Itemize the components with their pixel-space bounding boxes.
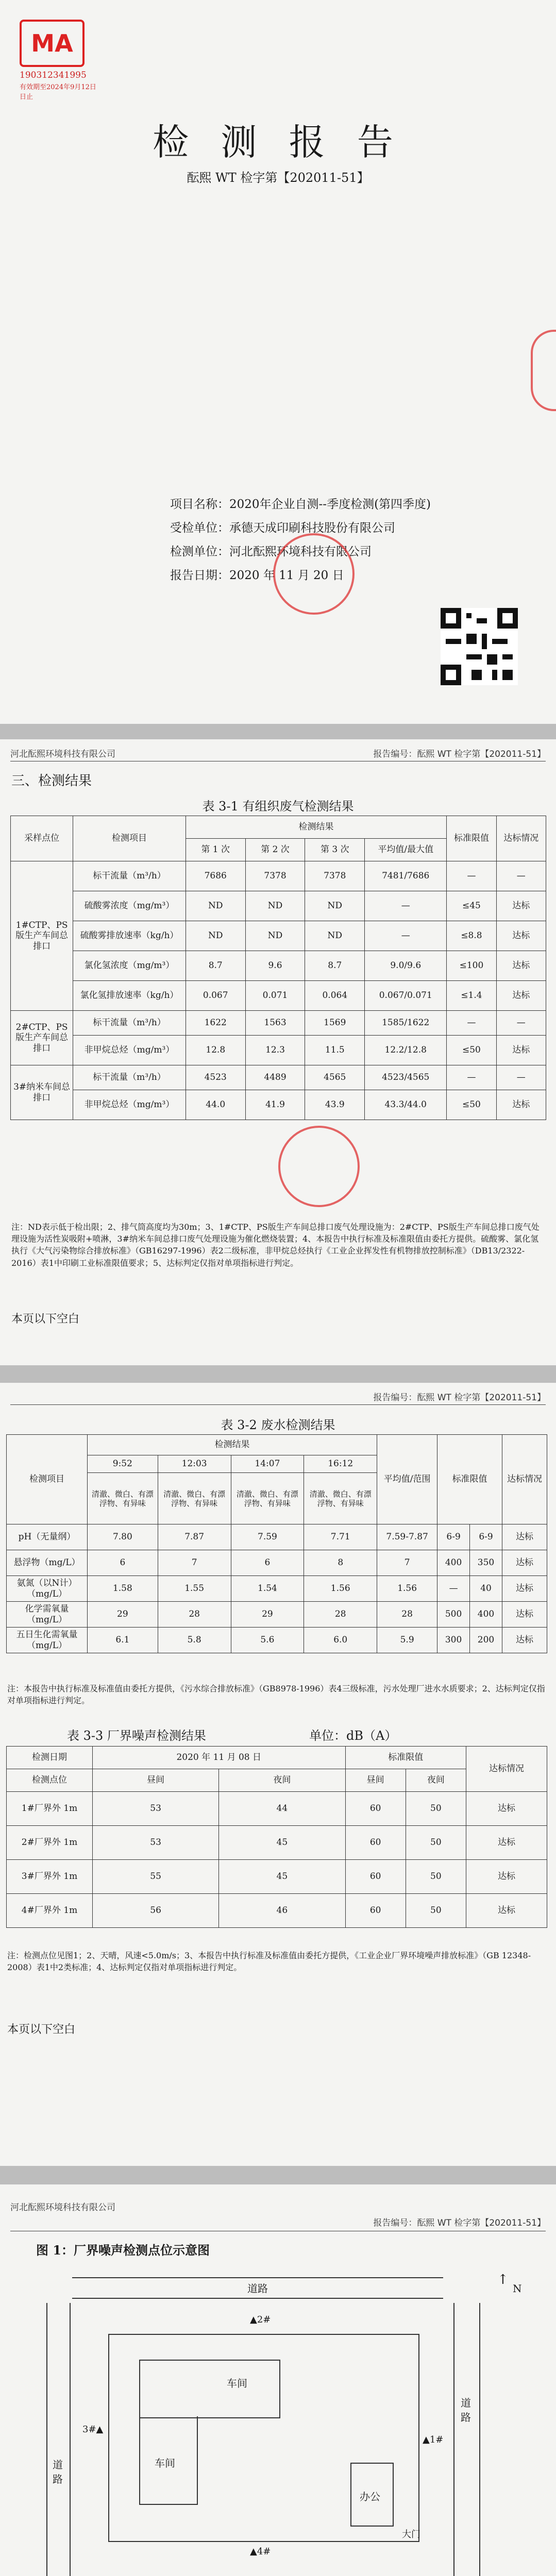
point-cell: 3#纳米车间总排口 <box>11 1065 73 1120</box>
cell: 1.58 <box>88 1576 158 1602</box>
cell: 1.55 <box>158 1576 231 1602</box>
road-left: 道路 <box>53 2459 63 2485</box>
point-cell: 1#CTP、PS版生产车间总排口 <box>11 861 73 1011</box>
point-4: ▲4# <box>250 2546 271 2557</box>
cell: 7378 <box>305 861 365 891</box>
cell: 6 <box>88 1550 158 1576</box>
col-point: 采样点位 <box>11 816 73 861</box>
cell: 53 <box>93 1826 219 1860</box>
road-left-line <box>46 2303 47 2576</box>
report-title: 检 测 报 告 <box>153 121 403 163</box>
field-label: 项目名称： <box>170 498 229 511</box>
table-row <box>7 1550 547 1576</box>
page-header-no <box>10 2215 546 2227</box>
cell: 50 <box>406 1826 466 1860</box>
cell: 5.8 <box>158 1628 231 1653</box>
road-right: 道路 <box>461 2397 471 2424</box>
noise-unit: 单位：dB（A） <box>309 1728 397 1743</box>
workshop-label-2: 车间 <box>155 2457 175 2469</box>
cell: 达标 <box>466 1894 547 1928</box>
cell: 0.064 <box>305 981 365 1011</box>
cell: 1585/1622 <box>365 1011 447 1036</box>
cell: ND <box>186 921 245 951</box>
ma-logo-icon: MA <box>20 20 85 67</box>
col-night-limit: 夜间 <box>406 1769 466 1792</box>
office-label: 办公 <box>360 2490 380 2503</box>
cell: 55 <box>93 1860 219 1894</box>
cell: 7481/7686 <box>365 861 447 891</box>
exhaust-table <box>10 816 546 1120</box>
cell: 悬浮物（mg/L） <box>7 1550 88 1576</box>
cell: 达标 <box>496 891 546 921</box>
time-cell: 12:03 <box>158 1455 231 1473</box>
col-result: 检测结果 <box>186 816 446 839</box>
cell: ≤8.8 <box>447 921 496 951</box>
table-row <box>7 1894 547 1928</box>
edge-seal-icon <box>531 330 556 411</box>
cell: 0.067 <box>186 981 245 1011</box>
cell: 9.6 <box>245 951 305 981</box>
cell: 41.9 <box>245 1090 305 1120</box>
noise-caption: 表 3-3 厂界噪声检测结果 <box>67 1728 206 1743</box>
page-header <box>10 747 546 758</box>
cell: 300 <box>437 1628 470 1653</box>
field-value: 2020 年 11 月 20 日 <box>229 569 344 582</box>
table-row <box>11 1036 546 1065</box>
col-limit: 标准限值 <box>345 1747 466 1769</box>
cell: 达标 <box>466 1860 547 1894</box>
water-table <box>6 1434 547 1653</box>
cell: 5.6 <box>231 1628 304 1653</box>
cell: 7378 <box>245 861 305 891</box>
field-value: 2020年企业自测--季度检测(第四季度) <box>229 498 431 511</box>
road-top-line <box>72 2277 443 2278</box>
cell: 350 <box>470 1550 502 1576</box>
col-night: 夜间 <box>219 1769 345 1792</box>
cell: 7.59 <box>231 1524 304 1550</box>
cell: 达标 <box>496 981 546 1011</box>
cell: 0.067/0.071 <box>365 981 447 1011</box>
cell: 达标 <box>466 1826 547 1860</box>
table-row <box>7 1826 547 1860</box>
cell: 达标 <box>502 1576 547 1602</box>
cell: 达标 <box>502 1550 547 1576</box>
cell: 12.2/12.8 <box>365 1036 447 1065</box>
col-avg: 平均值/最大值 <box>365 839 447 861</box>
page-gap <box>0 2166 556 2184</box>
page-gap <box>0 724 556 739</box>
cell: 45 <box>219 1860 345 1894</box>
gate-label: 大门 <box>402 2529 420 2540</box>
blank-note: 本页以下空白 <box>7 2023 76 2036</box>
cell: 9.0/9.6 <box>365 951 447 981</box>
cell: 50 <box>406 1894 466 1928</box>
cell: — <box>365 921 447 951</box>
col-status: 达标情况 <box>502 1435 547 1524</box>
qr-code-icon <box>441 608 518 685</box>
cell: 53 <box>93 1792 219 1826</box>
cell: 28 <box>304 1602 377 1628</box>
cell: 8.7 <box>186 951 245 981</box>
cell: 7.80 <box>88 1524 158 1550</box>
appearance-cell: 清澈、微白、有漂浮物、有异味 <box>304 1473 377 1524</box>
field-label: 检测单位： <box>170 545 229 558</box>
point-1: ▲1# <box>423 2434 444 2445</box>
cell: ND <box>245 921 305 951</box>
site-map <box>31 2262 526 2576</box>
cell: 44 <box>219 1792 345 1826</box>
cell: — <box>437 1576 470 1602</box>
table-row <box>7 1628 547 1653</box>
cell: 7686 <box>186 861 245 891</box>
table-row <box>11 1011 546 1036</box>
cell: 1.54 <box>231 1576 304 1602</box>
appearance-cell: 清澈、微白、有漂浮物、有异味 <box>231 1473 304 1524</box>
cell: 1563 <box>245 1011 305 1036</box>
field-project <box>170 495 520 518</box>
cell: 达标 <box>502 1524 547 1550</box>
cell: pH（无量纲） <box>7 1524 88 1550</box>
north-label: N <box>513 2282 522 2295</box>
table-row <box>11 981 546 1011</box>
point-3: 3#▲ <box>82 2424 104 2435</box>
cell: 5.9 <box>377 1628 437 1653</box>
cell: 45 <box>219 1826 345 1860</box>
col-day-limit: 昼间 <box>345 1769 406 1792</box>
cell: 2#厂界外 1m <box>7 1826 93 1860</box>
col-date: 检测日期 <box>7 1747 93 1769</box>
col-t2: 第 2 次 <box>245 839 305 861</box>
table-row <box>11 951 546 981</box>
cell: 标干流量（m³/h） <box>73 1065 186 1090</box>
cell: 4523 <box>186 1065 245 1090</box>
cell: 3#厂界外 1m <box>7 1860 93 1894</box>
cell: ND <box>186 891 245 921</box>
cell: 7 <box>158 1550 231 1576</box>
field-inspected-unit <box>170 518 520 542</box>
cell: 50 <box>406 1792 466 1826</box>
cell: ≤1.4 <box>447 981 496 1011</box>
cell: 达标 <box>496 1036 546 1065</box>
col-point: 检测点位 <box>7 1769 93 1792</box>
table-row <box>7 1576 547 1602</box>
cell: 8.7 <box>305 951 365 981</box>
page-exhaust <box>0 739 556 1365</box>
cell: 氯化氢浓度（mg/m³） <box>73 951 186 981</box>
cell: 56 <box>93 1894 219 1928</box>
cell: 达标 <box>466 1792 547 1826</box>
report-number: 酝熙 WT 检字第【202011-51】 <box>187 171 369 185</box>
company-seal-icon <box>273 533 355 615</box>
cell: 1.56 <box>377 1576 437 1602</box>
cell: 7.59-7.87 <box>377 1524 437 1550</box>
appearance-cell: 清澈、微白、有漂浮物、有异味 <box>88 1473 158 1524</box>
cell: 氨氮（以N计）（mg/L） <box>7 1576 88 1602</box>
cell: 7.87 <box>158 1524 231 1550</box>
col-item: 检测项目 <box>73 816 186 861</box>
cell: 40 <box>470 1576 502 1602</box>
cell: 60 <box>345 1894 406 1928</box>
cell: 43.3/44.0 <box>365 1090 447 1120</box>
road-top: 道路 <box>247 2282 268 2295</box>
ma-expiry: 有效期至2024年9月12日日止 <box>20 83 96 101</box>
cell: 8 <box>304 1550 377 1576</box>
cell: — <box>496 861 546 891</box>
col-t3: 第 3 次 <box>305 839 365 861</box>
field-label: 受检单位： <box>170 521 229 535</box>
cell: 0.071 <box>245 981 305 1011</box>
time-cell: 9:52 <box>88 1455 158 1473</box>
water-caption: 表 3-2 废水检测结果 <box>221 1418 335 1432</box>
workshop-block-1 <box>139 2360 280 2418</box>
noise-table <box>6 1746 547 1928</box>
cell: 1569 <box>305 1011 365 1036</box>
point-cell: 2#CTP、PS版生产车间总排口 <box>11 1011 73 1065</box>
header-report-no: 报告编号：酝熙 WT 检字第【202011-51】 <box>373 2218 546 2228</box>
page-map <box>0 2184 556 2576</box>
cell: ≤45 <box>447 891 496 921</box>
page-water-noise <box>0 1383 556 2166</box>
section-title: 三、检测结果 <box>11 773 92 789</box>
cell: — <box>496 1011 546 1036</box>
col-t1: 第 1 次 <box>186 839 245 861</box>
ma-number: 190312341995 <box>20 70 87 80</box>
cell: 4565 <box>305 1065 365 1090</box>
header-report-no: 报告编号：酝熙 WT 检字第【202011-51】 <box>373 1393 546 1403</box>
time-cell: 14:07 <box>231 1455 304 1473</box>
road-right-line <box>453 2303 454 2576</box>
figure-title: 图 1：厂界噪声检测点位示意图 <box>36 2243 210 2258</box>
cell: — <box>447 1011 496 1036</box>
col-status: 达标情况 <box>496 816 546 861</box>
cell: 7 <box>377 1550 437 1576</box>
cell: 4489 <box>245 1065 305 1090</box>
page-header <box>10 1390 546 1401</box>
cell: 29 <box>88 1602 158 1628</box>
cell: ND <box>245 891 305 921</box>
cell: 12.3 <box>245 1036 305 1065</box>
cell: 400 <box>470 1602 502 1628</box>
cell: 50 <box>406 1860 466 1894</box>
cell: 6.1 <box>88 1628 158 1653</box>
noise-note: 注：检测点位见图1；2、天晴，风速<5.0m/s；3、本报告中执行标准及标准值由委托方提供，《工业企业厂界环境噪声排放标准》（GB 12348-2008）表1中2类标准；4、达标判定仅指对单项指标进行判定。 <box>7 1951 531 1973</box>
north-arrow-icon: ↑ <box>497 2272 509 2287</box>
cell: 硫酸雾浓度（mg/m³） <box>73 891 186 921</box>
header-company: 河北酝熙环境科技有限公司 <box>10 749 115 759</box>
cover-page <box>0 0 556 724</box>
workshop-label-1: 车间 <box>227 2377 247 2389</box>
cell: 43.9 <box>305 1090 365 1120</box>
exhaust-note: 注：ND表示低于检出限；2、排气筒高度均为30m；3、1#CTP、PS版生产车间总排口废气处理设施为：2#CTP、PS版生产车间总排口废气处理设施为活性炭吸附+喷淋，3#纳米车间总排口废气处理设施为催化燃烧装置；4、本报告中执行标准及标准限值由委托方提供。硫酸雾、氯化氢执行《大气污染物综合排放标准》（GB16297-1996）表2二级标准，非甲烷总烃执行《工业企业挥发性有机物排放控制标准》（DB13/2322-2016）表1中印刷工业标准限值要求；5、达标判定仅指对单项指标进行判定。 <box>11 1222 540 1268</box>
cell: — <box>365 891 447 921</box>
date-value: 2020 年 11 月 08 日 <box>93 1747 346 1769</box>
test-seal-icon <box>278 1126 360 1207</box>
cell: — <box>496 1065 546 1090</box>
time-cell: 16:12 <box>304 1455 377 1473</box>
table-row <box>11 1065 546 1090</box>
cell: 28 <box>377 1602 437 1628</box>
cell: 46 <box>219 1894 345 1928</box>
cell: — <box>447 861 496 891</box>
cell: 1#厂界外 1m <box>7 1792 93 1826</box>
cell: 400 <box>437 1550 470 1576</box>
field-value: 河北酝熙环境科技有限公司 <box>229 545 372 558</box>
cell: 28 <box>158 1602 231 1628</box>
cell: 60 <box>345 1860 406 1894</box>
col-avg: 平均值/范围 <box>377 1435 437 1524</box>
cell: ≤100 <box>447 951 496 981</box>
field-label: 报告日期： <box>170 569 229 582</box>
cell: 6.0 <box>304 1628 377 1653</box>
cell: — <box>447 1065 496 1090</box>
cell: 60 <box>345 1826 406 1860</box>
cell: 硫酸雾排放速率（kg/h） <box>73 921 186 951</box>
cell: 化学需氧量（mg/L） <box>7 1602 88 1628</box>
cell: 44.0 <box>186 1090 245 1120</box>
field-value: 承德天成印刷科技股份有限公司 <box>229 521 395 535</box>
road-top-line2 <box>72 2298 443 2299</box>
col-status: 达标情况 <box>466 1747 547 1792</box>
cell: 非甲烷总烃（mg/m³） <box>73 1036 186 1065</box>
cell: 200 <box>470 1628 502 1653</box>
col-result: 检测结果 <box>88 1435 377 1455</box>
header-report-no: 报告编号：酝熙 WT 检字第【202011-51】 <box>373 749 546 759</box>
cell: 4523/4565 <box>365 1065 447 1090</box>
col-limit: 标准限值 <box>437 1435 502 1524</box>
table-row <box>7 1792 547 1826</box>
cell: 6-9 <box>437 1524 470 1550</box>
header-rule <box>10 1404 546 1405</box>
cell: 标干流量（m³/h） <box>73 1011 186 1036</box>
table-row <box>11 861 546 891</box>
cell: 6 <box>231 1550 304 1576</box>
cell: ND <box>305 891 365 921</box>
table-row <box>11 1090 546 1120</box>
cell: ND <box>305 921 365 951</box>
ma-logo <box>20 20 97 101</box>
cell: 60 <box>345 1792 406 1826</box>
col-day: 昼间 <box>93 1769 219 1792</box>
cell: 6-9 <box>470 1524 502 1550</box>
cell: 11.5 <box>305 1036 365 1065</box>
cell: 标干流量（m³/h） <box>73 861 186 891</box>
page-header <box>10 2200 546 2211</box>
cell: 达标 <box>502 1628 547 1653</box>
cell: ≤50 <box>447 1090 496 1120</box>
blank-note: 本页以下空白 <box>11 1313 80 1326</box>
table-row <box>7 1860 547 1894</box>
road-right-line2 <box>479 2303 480 2576</box>
cell: 达标 <box>496 951 546 981</box>
page-gap <box>0 1365 556 1383</box>
cell: 4#厂界外 1m <box>7 1894 93 1928</box>
cell: 29 <box>231 1602 304 1628</box>
table-row <box>7 1524 547 1550</box>
col-item: 检测项目 <box>7 1435 88 1524</box>
cell: 达标 <box>502 1602 547 1628</box>
cell: 非甲烷总烃（mg/m³） <box>73 1090 186 1120</box>
water-note: 注：本报告中执行标准及标准值由委托方提供，《污水综合排放标准》（GB8978-1996）表4三级标准，污水处理厂进水水质要求；2、达标判定仅指对单项指标进行判定。 <box>7 1684 545 1706</box>
table-row <box>7 1602 547 1628</box>
header-company: 河北酝熙环境科技有限公司 <box>10 2202 115 2213</box>
cell: 1622 <box>186 1011 245 1036</box>
point-2: ▲2# <box>250 2314 271 2325</box>
cell: 达标 <box>496 1090 546 1120</box>
cell: 氯化氢排放速率（kg/h） <box>73 981 186 1011</box>
table-row <box>11 891 546 921</box>
cell: 五日生化需氧量（mg/L） <box>7 1628 88 1653</box>
cell: 1.56 <box>304 1576 377 1602</box>
cell: 7.71 <box>304 1524 377 1550</box>
cell: 500 <box>437 1602 470 1628</box>
cell: ≤50 <box>447 1036 496 1065</box>
appearance-cell: 清澈、微白、有漂浮物、有异味 <box>158 1473 231 1524</box>
cell: 12.8 <box>186 1036 245 1065</box>
road-left-line2 <box>70 2303 71 2576</box>
col-limit: 标准限值 <box>447 816 496 861</box>
table-caption: 表 3-1 有组织废气检测结果 <box>202 799 354 814</box>
cell: 达标 <box>496 921 546 951</box>
table-row <box>11 921 546 951</box>
